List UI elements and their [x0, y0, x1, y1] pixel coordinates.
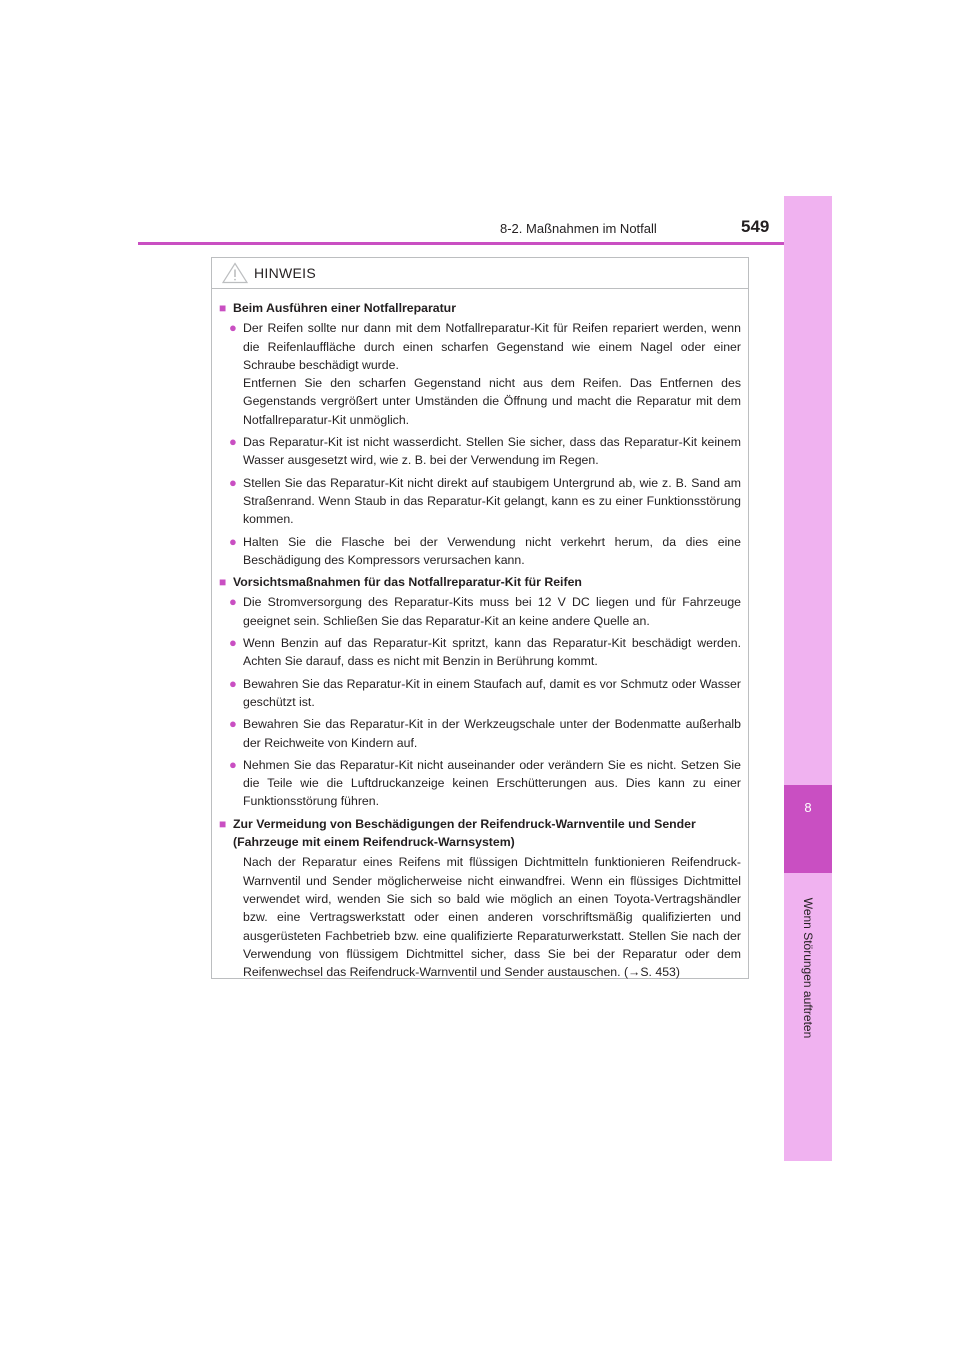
- list-item: [229, 474, 741, 529]
- list-item-text: Halten Sie die Flasche bei der Verwendung nicht verkehrt herum, da dies eine Beschädigung des Kompressors verursachen kann.: [243, 534, 741, 567]
- circle-bullet-icon: ●: [229, 635, 237, 651]
- list-item-text: Wenn Benzin auf das Reparatur-Kit spritzt, kann das Reparatur-Kit beschädigt werden. Achten Sie darauf, dass es nicht mit Benzin in Berührung kommt.: [243, 636, 741, 669]
- list-item: [229, 634, 741, 671]
- list-item: [229, 675, 741, 712]
- list-item-text: Die Stromversorgung des Reparatur-Kits muss bei 12 V DC liegen und für Fahrzeuge geeignet sein. Schließen Sie das Reparatur-Kit an keine andere Quelle an.: [243, 595, 741, 628]
- list-item: [229, 533, 741, 570]
- list-item-text: Entfernen Sie den scharfen Gegenstand nicht aus dem Reifen. Das Entfernen des Gegenstands vergrößert unter Umständen die Öffnung und macht die Reparatur mit dem Notfallreparatur-Kit unmöglich.: [243, 376, 741, 427]
- list-item: [229, 756, 741, 811]
- circle-bullet-icon: ●: [229, 320, 237, 336]
- section-heading-text: Beim Ausführen einer Notfallreparatur: [233, 301, 456, 315]
- warning-triangle-icon: [222, 262, 248, 284]
- section-heading-text: Vorsichtsmaßnahmen für das Notfallreparatur-Kit für Reifen: [233, 575, 582, 590]
- page-number: 549: [741, 217, 770, 236]
- circle-bullet-icon: ●: [229, 434, 237, 450]
- list-item-text: Das Reparatur-Kit ist nicht wasserdicht. Stellen Sie sicher, dass das Reparatur-Kit keinem Wasser ausgesetzt wird, wie z. B. bei der Verwendung im Regen.: [243, 435, 741, 468]
- circle-bullet-icon: ●: [229, 533, 237, 549]
- notice-title: HINWEIS: [254, 265, 316, 281]
- list-item-text: Bewahren Sie das Reparatur-Kit in der Werkzeugschale unter der Bodenmatte außerhalb der Reichweite von Kindern auf.: [243, 717, 741, 750]
- notice-header: [212, 258, 748, 289]
- list-item: [229, 593, 741, 630]
- circle-bullet-icon: ●: [229, 474, 237, 490]
- list-item-text: Nehmen Sie das Reparatur-Kit nicht auseinander oder verändern Sie es nicht. Setzen Sie die Teile wie die Luftdruckanzeige keinen Erschütterungen aus. Dies kann zu einer Funktionsstörung führen.: [243, 757, 741, 809]
- notice-box: [211, 257, 749, 979]
- list-item: [229, 433, 741, 470]
- circle-bullet-icon: ●: [229, 594, 237, 610]
- square-bullet-icon: ■: [219, 301, 227, 315]
- chapter-title: Wenn Störungen auftreten: [801, 897, 815, 1039]
- square-bullet-icon: ■: [219, 816, 227, 831]
- square-bullet-icon: ■: [219, 575, 227, 590]
- list-item: [229, 715, 741, 752]
- section-paragraph: Nach der Reparatur eines Reifens mit flüssigen Dichtmitteln funktionieren Reifendruck-Warnventil und Sender möglicherweise nicht einwandfrei. Wenn ein flüssiges Dichtmittel verwendet wird, wenden Sie sich so bald wie möglich an einen Toyota-Vertragshändler bzw. eine Vertragswerkstatt oder einen anderen vorschriftsmäßig qualifizierten und ausgerüsteten Fachbetrieb bzw. eine qualifizierte Reparaturwerkstatt. Stellen Sie nach der Verwendung von flüssigem Dichtmittel sicher, dass Sie bei der Reparatur oder dem Reifenwechsel das Reifendruck-Warnventil und Sender austauschen. (→S. 453): [243, 855, 741, 980]
- list-item-text: Stellen Sie das Reparatur-Kit nicht direkt auf staubigem Untergrund ab, wie z. B. Sand am Straßenrand. Wenn Staub in das Reparatur-Kit gelangt, kann es zu einer Funktionsstörung kommen.: [243, 475, 741, 527]
- chapter-number: 8: [804, 800, 812, 815]
- chapter-number-block: [784, 785, 832, 873]
- list-item-text: Der Reifen sollte nur dann mit dem Notfallreparatur-Kit für Reifen repariert werden, wenn die Reifenlauffläche durch einen scharfen Gegenstand wie einem Nagel oder einer Schraube beschädigt wurde.: [243, 321, 741, 372]
- section-heading: [219, 299, 741, 317]
- section-heading-text: Zur Vermeidung von Beschädigungen der Reifendruck-Warnventile und Sender (Fahrzeuge mit einem Reifendruck-Warnsystem): [233, 816, 696, 850]
- circle-bullet-icon: ●: [229, 675, 237, 691]
- notice-body: [212, 289, 748, 981]
- notice-section: [219, 573, 741, 811]
- list-item: [229, 319, 741, 429]
- list-item-text: Bewahren Sie das Reparatur-Kit in einem Staufach auf, damit es vor Schmutz oder Wasser geschützt ist.: [243, 676, 741, 709]
- circle-bullet-icon: ●: [229, 756, 237, 772]
- section-heading: [219, 573, 741, 591]
- header-section-title: 8-2. Maßnahmen im Notfall: [500, 221, 657, 236]
- header-divider: [138, 242, 832, 245]
- notice-section: [219, 299, 741, 569]
- circle-bullet-icon: ●: [229, 716, 237, 732]
- notice-section: [219, 815, 741, 982]
- section-heading: [219, 815, 741, 852]
